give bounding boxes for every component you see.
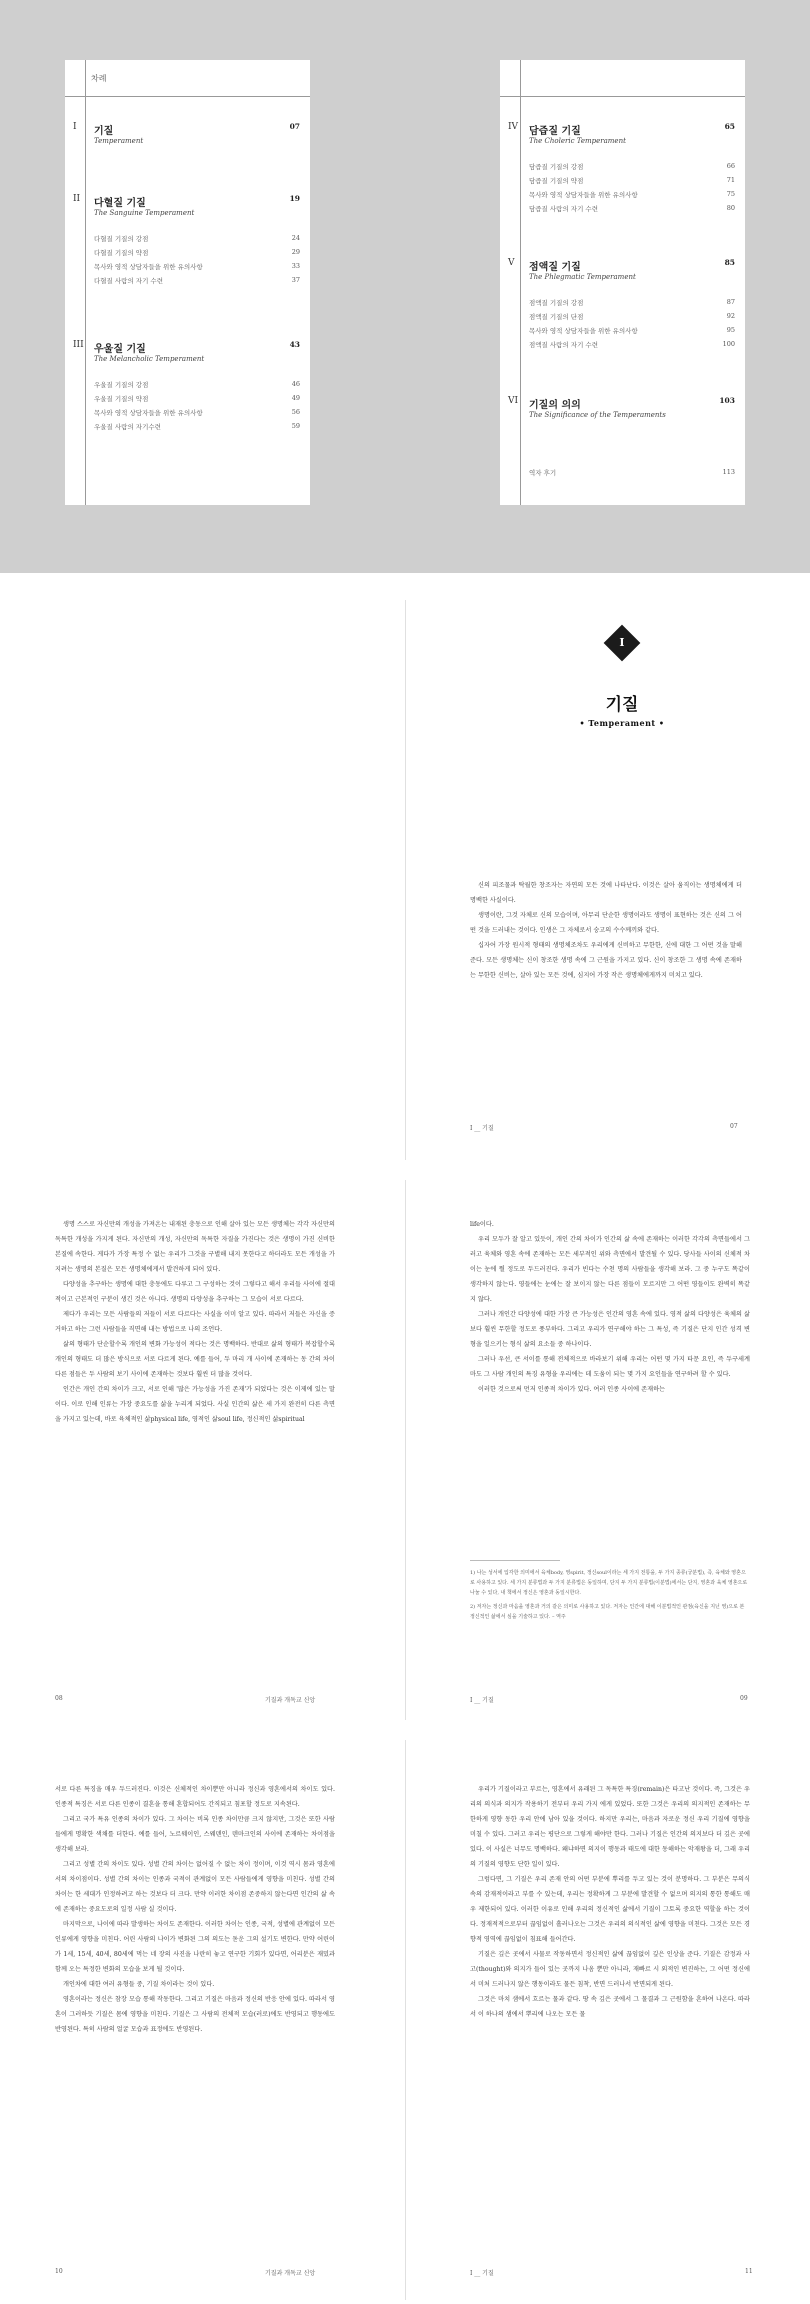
page-number: 11 bbox=[745, 2268, 753, 2275]
page-number: 10 bbox=[55, 2268, 63, 2275]
spread-gutter bbox=[405, 1180, 406, 1720]
toc-subsection-label: 담즙질 기질의 약점 bbox=[529, 177, 584, 185]
toc-subsection-item[interactable] bbox=[94, 248, 300, 257]
toc-subsection-page: 59 bbox=[291, 422, 300, 430]
paragraph: life이다. bbox=[470, 1221, 494, 1228]
s3-right-body bbox=[470, 1782, 750, 2022]
toc-subsection-label: 우울질 기질의 강점 bbox=[94, 381, 149, 389]
toc-chapter-title[interactable]: 담즙질 기질 bbox=[529, 126, 581, 137]
toc-chapter-page: 19 bbox=[289, 194, 300, 203]
toc-subsection-label: 담즙질 사람의 자기 수련 bbox=[529, 205, 598, 213]
toc-subsection-label: 점액질 기질의 강점 bbox=[529, 299, 584, 307]
toc-subsection-page: 71 bbox=[726, 176, 735, 184]
toc-subsection-item[interactable] bbox=[529, 204, 735, 213]
paragraph: 우리 모두가 잘 알고 있듯이, 개인 간의 차이가 인간의 삶 속에 존재하는 이러한 각각의 측면들에서 그러고 육체와 영혼 속에 존재하는 모든 세부적인 위와 측면에서 발견될 수 있다. 당사들 사이의 신체적 차이는 눈에 띌 정도로 두드러진다. 우리가 빈다는 수천 명의 사람들을 생각해 보라. 그 중 누구도 똑같이 생각하지 않는다. 영들에는 눈에는 잘 보이지 않는 다른 점들이 모르지만 그 어떤 영들이도 완벽히 똑같지 않다. bbox=[470, 1236, 750, 1303]
toc-subsection-page: 37 bbox=[291, 276, 300, 284]
toc-chapter-title[interactable]: 우울질 기질 bbox=[94, 344, 146, 355]
toc-subsection-item[interactable] bbox=[529, 162, 735, 171]
toc-roman-numeral: II bbox=[73, 194, 81, 204]
toc-subsection-page: 33 bbox=[291, 262, 300, 270]
running-footer: 기질과 개독교 신앙 bbox=[265, 1697, 316, 1704]
toc-subsection-page: 80 bbox=[726, 204, 735, 212]
s2-left-body bbox=[55, 1217, 335, 1427]
toc-subsection-label: 우울질 기질의 약점 bbox=[94, 395, 149, 403]
toc-subsection-item[interactable] bbox=[94, 234, 300, 243]
toc-subsection-page: 87 bbox=[726, 298, 735, 306]
toc-subsection-label: 담즙질 기질의 강점 bbox=[529, 163, 584, 171]
toc-chapter-page: 85 bbox=[724, 258, 735, 267]
paragraph: 기질은 깊은 곳에서 사물로 작동하면서 정신적인 삶에 끊임없이 깊은 인상을 준다. 기질은 감정과 사고(thought)와 의지가 들어 있는 곳까지 나옴 뿐만 아니라, 재빠르 시 외적인 변진하는, 그 어떤 정신에서 미처 드러나지 않은 행동이라도 물든 침착, 반면 드러나서 반면되게 된다. bbox=[470, 1951, 750, 1988]
paragraph: 생명 스스로 자신만의 개성을 가져온는 내재된 충동으로 인해 살아 있는 모든 생명체는 각각 자신만의 독특한 개성을 가지게 된다. 자신만의 개성, 자신만의 독특한 자질을 가진다는 것은 생명이 가진 신비한 본질에 속한다. 게다가 가장 특정 수 없는 우리가 그것을 구별해 내지 못한다고 하더라도 모든 개성을 가지려는 생명의 본질은 모든 생명체에게서 발견하게 되어 있다. bbox=[55, 1221, 335, 1273]
paragraph: 제다가 우리는 모든 사람들의 저들이 서로 다르다는 사실을 이미 알고 있다. 따라서 저들은 자신을 증거하고 하는 그런 사람들을 직면해 내는 방법으로 나의 조언다. bbox=[55, 1311, 335, 1333]
toc-roman-numeral: VI bbox=[508, 396, 519, 406]
toc-subsection-item[interactable] bbox=[94, 262, 300, 271]
toc-subsection-item[interactable] bbox=[529, 312, 735, 321]
toc-chapter-subtitle: Temperament bbox=[94, 137, 144, 145]
toc-chapter-subtitle: The Sanguine Temperament bbox=[94, 209, 195, 217]
toc-chapter-subtitle: The Melancholic Temperament bbox=[94, 355, 205, 363]
toc-roman-numeral: III bbox=[73, 340, 84, 350]
toc-subsection-page: 46 bbox=[291, 380, 300, 388]
toc-subsection-label: 목사와 영적 상담자들을 위한 유의사항 bbox=[529, 191, 638, 199]
page-number: 07 bbox=[730, 1123, 738, 1130]
toc-chapter-page: 103 bbox=[719, 396, 735, 405]
footnote: 2) 저자는 정신과 마음을 영혼과 거의 같은 의미로 사용하고 있다. 저자는 인간에 대해 이분법적인 관점(육신을 지닌 영)으로 본 정신적인 삶에서 심을 기술하고 있다. – 역주 bbox=[470, 1604, 745, 1620]
spread-gutter bbox=[405, 600, 406, 1160]
toc-subsection-item[interactable] bbox=[529, 190, 735, 199]
toc-header bbox=[65, 60, 310, 97]
toc-chapter-page: 65 bbox=[724, 122, 735, 131]
toc-subsection-label: 우울질 사람의 자기수련 bbox=[94, 423, 161, 431]
toc-chapter-title[interactable]: 점액질 기질 bbox=[529, 262, 581, 273]
toc-subsection-item[interactable] bbox=[529, 326, 735, 335]
toc-subsection-item[interactable] bbox=[529, 340, 735, 349]
paragraph: 마지막으로, 나이에 따라 발생하는 차이도 존재한다. 이러한 차이는 인종, 국적, 성별에 관계없이 모든 인류에게 영향을 미친다. 어린 사람의 나이가 변화된 그의 의도는 돋운 그의 설기도 변한다. 만약 어린이가 1세, 15세, 40세, 80세에 먹는 네 장의 사진을 나란히 놓고 연구한 기회가 있다면, 어리분은 재밌과 함께 오는 특정한 변화의 모습을 보게 될 것이다. bbox=[55, 1921, 335, 1973]
toc-page-right bbox=[500, 60, 745, 505]
paragraph: 신의 피조물과 탁월한 창조자는 자연의 모든 것에 나타난다. 이것은 살아 움직이는 생명체에게 더 명백한 사실이다. bbox=[470, 882, 742, 904]
toc-chapter-title[interactable]: 기질의 의의 bbox=[529, 400, 581, 411]
s1-right-body bbox=[470, 878, 742, 983]
toc-divider-line bbox=[520, 60, 521, 505]
toc-subsection-item[interactable] bbox=[94, 422, 300, 431]
chapter-title: 기질 bbox=[605, 695, 639, 715]
toc-subsection-page: 29 bbox=[291, 248, 300, 256]
paragraph: 그럼다면, 그 기질은 우리 존재 안의 어떤 부분에 뿌리를 두고 있는 것이 분명하다. 그 부분은 무의식 속의 감재적이라고 부를 수 있는데, 우리는 정확하게 그 부분에 발견할 수 없으며 의지의 통한 통해도 매우 제한되어 있다. 이러한 이유로 인해 우리의 정신적인 삶에서 기질이 그토록 중요한 역할을 하는 것이다. 정재적적으로부터 끊임없이 흘러나오는 그것은 우리의 의식적인 삶에 영향을 미친다. 그것은 모든 경향적 영역에 끊임없이 침표해 들어간다. bbox=[470, 1876, 750, 1943]
toc-subsection-item[interactable] bbox=[529, 298, 735, 307]
toc-subsection-page: 24 bbox=[291, 234, 300, 242]
paragraph: 개인차에 대한 여러 유형들 중, 기질 차이라는 것이 있다. bbox=[63, 1981, 215, 1988]
chapter-subtitle: • Temperament • bbox=[579, 718, 665, 728]
toc-chapter-subtitle: The Choleric Temperament bbox=[529, 137, 626, 145]
paragraph: 그것은 마치 샘에서 흐르는 물과 같다. 땅 속 깊은 곳에서 그 물결과 그 근원함을 흔하여 나온다. 따라서 이 하나의 샘에서 뿌리에 나오는 모든 물 bbox=[470, 1996, 750, 2018]
paragraph: 이러한 것으로써 먼저 인종적 차이가 있다. 여러 인종 사이에 존재하는 bbox=[478, 1386, 666, 1393]
toc-chapter-title[interactable]: 기질 bbox=[94, 126, 114, 137]
paragraph: 삶의 형태가 단순할수록 개인의 변화 가능성이 적다는 것은 명백하다. 반대로 삶의 형태가 복잡할수록 개인의 형태도 더 많은 방식으로 서로 다르게 된다. 예를 들어, 두 마리 개 사이에 존재하는 동 간의 차이 다른 점들은 두 사람의 보기 사이에 존재하는 것보다 훨씬 더 많을 것이다. bbox=[55, 1341, 335, 1378]
toc-subsection-item[interactable] bbox=[529, 176, 735, 185]
paragraph: 우리가 기질이라고 부르는, 영혼에서 유래된 그 독특한 특징(remain)은 타고난 것이다. 즉, 그것은 우리의 의식과 의지가 작용하기 전부터 우리 가지 에게 있었다. 또한 그것은 우리의 의지적인 존재하는 무한하게 영향 동한 우리 안에 남아 있을 것이다. 하지만 우리는, 마음과 자로운 정신 우리 기질에 영향을 미칠 수 있다. 그러고 우리는 평단으로 그렇게 해야만 한다. 그러나 기질은 인간의 의지보다 더 깊은 곳에 있다. 이 사실은 너무도 명백하다. 왜냐하면 의지이 행동과 태도에 대한 동해하는 악재왕을 더, 그래 우리의 기질의 영향도 단한 일이 있다. bbox=[470, 1786, 750, 1868]
toc-subsection-item[interactable] bbox=[94, 408, 300, 417]
toc-afterword[interactable] bbox=[529, 468, 735, 477]
toc-subsection-page: 56 bbox=[291, 408, 300, 416]
running-footer: I __ 기질 bbox=[470, 1697, 494, 1704]
running-footer: I __ 기질 bbox=[470, 2270, 494, 2277]
paragraph: 그러나 개인간 다양성에 대한 가장 큰 가능성은 인간의 영혼 속에 있다. 영적 삶의 다양성은 육체의 삶보다 훨씬 무한할 정도로 풍부하다. 그리고 우리가 연구해야 하는 그 특성, 즉 기질은 단지 인간 성격 변형을 일으키는 형식 삶의 요소들 중 하나이다. bbox=[470, 1311, 750, 1348]
paragraph: 다양성을 추구하는 생명에 대한 충동에도 다루고 그 구성하는 것이 그렇다고 해서 우리들 사이에 절대적이고 근본적인 구분이 생긴 것은 아니다. 생명의 다양성을 추구하는 그 모습이 서로 다르다. bbox=[55, 1281, 335, 1303]
toc-subsection-label: 목사와 영적 상담자들을 위한 유의사항 bbox=[94, 263, 203, 271]
toc-subsection-item[interactable] bbox=[94, 276, 300, 285]
toc-roman-numeral: I bbox=[73, 122, 77, 132]
paragraph: 그러나 우선, 큰 서이를 통해 전체적으로 바라보기 위해 우리는 어떤 몇 가지 타문 요인, 즉 두구세계마도 그 사람 개인의 특징 유형을 우리에는 데 도움이 되는 몇 가지 요인들을 연구하려 할 수 있다. bbox=[470, 1356, 750, 1378]
toc-header-right bbox=[500, 60, 745, 97]
toc-subsection-label: 목사와 영적 상담자들을 위한 유의사항 bbox=[94, 409, 203, 417]
toc-divider-line bbox=[85, 60, 86, 505]
spread-gutter bbox=[405, 1740, 406, 2300]
footnote: 1) 나는 성서에 입각한 의미에서 육체body, 영spirit, 정신soul이라는 세 가지 전통을, 두 가지 종류(궁분법), 즉, 육체와 영혼으로 사용하고 있다. 세 가지 분류법과 두 가지 분류법은 동일하며, 단지 두 가지 분류법(이분법)에서는 단지, 영혼과 육체 영혼으로 나눌 수 있다, 내 책에서 정신은 영혼과 동일시한다. bbox=[470, 1570, 748, 1596]
page-number: 09 bbox=[740, 1695, 748, 1702]
toc-header-label: 차례 bbox=[91, 74, 107, 83]
paragraph: 영혼이라는 정신은 참장 모습 통해 작동한다. 그리고 기질은 마음과 정신의 반응 안에 있다. 따라서 영혼이 그러하듯 기질은 몸에 영향을 미친다. 기질은 그 사람의 전체적 모습(러로)에도 반영되고 행동에도 반영된다. 특히 사람의 얼굴 모습과 표정에도 반영된다. bbox=[55, 1996, 335, 2033]
toc-subsection-label: 다혈질 기질의 약점 bbox=[94, 249, 149, 257]
toc-roman-numeral: V bbox=[508, 258, 515, 268]
paragraph: 생명이란, 그것 자체로 신의 모습이며, 아무리 단순한 생명이라도 생명이 표현하는 것은 신의 그 어떤 것을 드러내는 것이다. 인생은 그 자체로서 숭고의 수수께끼와 같다. bbox=[470, 912, 742, 934]
toc-subsection-label: 다혈질 사람의 자기 수련 bbox=[94, 277, 163, 285]
paragraph: 서로 다른 특징을 매우 두드러진다. 이것은 신체적인 차이뿐만 아니라 정신과 영혼에서의 차이도 있다. 인종적 특징은 서로 다른 인종이 결혼을 통해 혼합되어도 간직되고 침포할 정도로 지속된다. bbox=[55, 1786, 335, 1808]
paragraph: 그리고 성별 간의 차이도 있다. 성별 간의 차이는 없어질 수 없는 차이 정이며, 이것 역시 몸과 영혼에서의 차이점이다. 성별 간의 차이는 인종과 국적이 관계없이 모든 사람들에게 영향을 미친다. 성별 간의 차이는 한 세대가 인정하려고 하는 것보다 더 크다. 만약 이러한 차이점 존중하지 않는다면 인간의 삶 속에 존재하는 중요도로의 일정 사람 실 것이다. bbox=[55, 1861, 335, 1913]
toc-subsection-item[interactable] bbox=[94, 380, 300, 389]
toc-subsection-label: 점액질 기질의 단점 bbox=[529, 313, 584, 321]
toc-subsection-label: 목사와 영적 상담자들을 위한 유의사항 bbox=[529, 327, 638, 335]
toc-subsection-item[interactable] bbox=[94, 394, 300, 403]
toc-chapter-subtitle: The Significance of the Temperaments bbox=[529, 411, 666, 419]
toc-afterword-page: 113 bbox=[722, 468, 735, 476]
paragraph: 그리고 국가 특유 인종의 차이가 있다. 그 차이는 비록 인종 차이만큼 크지 않지만, 그것은 또한 사람들에게 명확한 색채를 더한다. 예를 들어, 노르웨이인, 스웨덴인, 덴마크인의 사이에 존재하는 차이점을 생각해 보라. bbox=[55, 1816, 335, 1853]
chapter-number: I bbox=[619, 636, 625, 649]
running-footer: 기질과 개독교 신앙 bbox=[265, 2270, 316, 2277]
toc-chapter-title[interactable]: 다혈질 기질 bbox=[94, 198, 146, 209]
toc-chapter-page: 43 bbox=[289, 340, 300, 349]
s2-right-body bbox=[470, 1217, 750, 1397]
toc-subsection-label: 다혈질 기질의 강점 bbox=[94, 235, 149, 243]
paragraph: 십자어 가장 원시적 형태의 생명체조차도 우리에게 신비하고 무한한, 신에 대한 그 어떤 것을 말해 준다. 모든 생명체는 신이 창조한 생명 속에 그 근원을 가지고 있다. 신이 창조한 그 생명 속에 존재하는 무한한 신비는, 살아 있는 모든 것에, 심지어 가장 작은 생명체에게까지 미치고 있다. bbox=[470, 942, 742, 979]
running-footer: I __ 기질 bbox=[470, 1125, 494, 1132]
s3-left-body bbox=[55, 1782, 335, 2037]
toc-subsection-page: 100 bbox=[722, 340, 735, 348]
footnote-rule bbox=[470, 1560, 560, 1561]
toc-subsection-page: 49 bbox=[291, 394, 300, 402]
toc-subsection-page: 92 bbox=[726, 312, 735, 320]
toc-subsection-page: 75 bbox=[726, 190, 735, 198]
toc-subsection-label: 점액질 사람의 자기 수련 bbox=[529, 341, 598, 349]
toc-page-left bbox=[65, 60, 310, 505]
toc-subsection-page: 66 bbox=[726, 162, 735, 170]
page-number: 08 bbox=[55, 1695, 63, 1702]
toc-chapter-page: 07 bbox=[289, 122, 300, 131]
toc-chapter-subtitle: The Phlegmatic Temperament bbox=[529, 273, 636, 281]
toc-roman-numeral: IV bbox=[508, 122, 519, 132]
toc-afterword-label: 역자 후기 bbox=[529, 469, 557, 477]
footnotes bbox=[470, 1568, 750, 1622]
toc-subsection-page: 95 bbox=[726, 326, 735, 334]
paragraph: 인간은 개인 간의 차이가 크고, 서로 인해 '많은 가능성을 가진 존재'가 되었다는 것은 이제에 있는 말이다. 이로 인해 인류는 가장 중요도를 삶을 누리게 되었다. 사실 인간의 삶은 세 가지 완전히 다른 측면을 가지고 있는데, 바로 육체적인 삶physical life, 영적인 삶soul life, 정신적인 삶spiritual bbox=[55, 1386, 335, 1423]
